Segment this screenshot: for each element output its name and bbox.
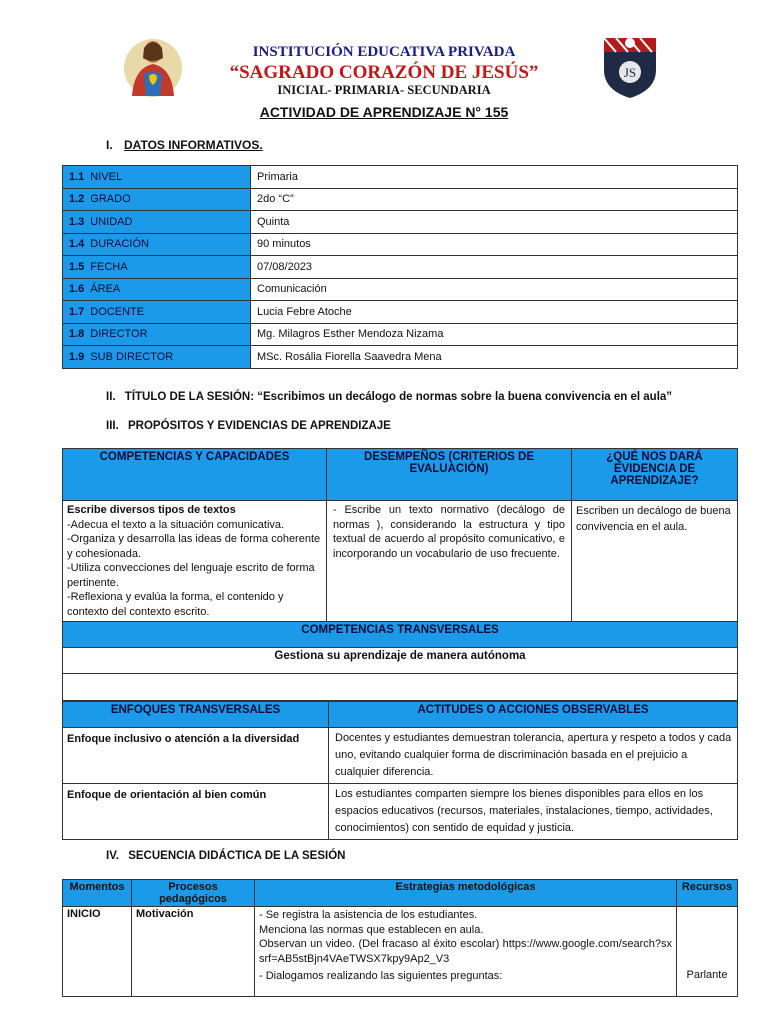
info-label: DOCENTE: [90, 305, 145, 318]
info-number: 1.7: [69, 305, 85, 318]
info-label-cell: [63, 346, 251, 369]
info-value: 07/08/2023: [251, 256, 738, 279]
moment-cell: INICIO: [63, 907, 132, 997]
info-label-cell: [63, 188, 251, 211]
svg-text:JS: JS: [623, 65, 637, 80]
strategy-line: Observan un video. (Del fracaso al éxito escolar) https://www.google.com/search?sxsrf=AB5stBjn4VAeTWSX7kpy9Ap2_V3: [259, 938, 672, 965]
purposes-table: [62, 448, 738, 701]
approach-attitude: Los estudiantes comparten siempre los bienes disponibles para ellos en los espacios educativos (recursos, materiales, instalaciones, tiempo, actividades, conocimientos) con sentido de equidad y justicia.: [329, 784, 738, 840]
section-3-heading: [106, 420, 391, 432]
info-row: [63, 278, 738, 301]
section-3-title: PROPÓSITOS Y EVIDENCIAS DE APRENDIZAJE: [127, 420, 391, 432]
info-number: 1.6: [69, 283, 85, 296]
info-number: 1.3: [69, 215, 85, 228]
competencies-cell: [63, 501, 327, 622]
info-value: Comunicación: [251, 278, 738, 301]
info-row: [63, 323, 738, 346]
info-number: 1.8: [69, 328, 85, 341]
info-value: Mg. Milagros Esther Mendoza Nizama: [251, 323, 738, 346]
competencies-header: COMPETENCIAS Y CAPACIDADES: [63, 449, 327, 501]
info-number: 1.4: [69, 238, 85, 251]
info-label: ÁREA: [90, 283, 121, 296]
activity-title: ACTIVIDAD DE APRENDIZAJE N° 155: [259, 104, 509, 120]
info-row: [63, 233, 738, 256]
process-cell: Motivación: [132, 907, 255, 997]
school-levels: INICIAL- PRIMARIA- SECUNDARIA: [277, 83, 491, 97]
strategy-line: - Se registra la asistencia de los estudiantes.: [259, 909, 478, 921]
approach-name: Enfoque de orientación al bien común: [63, 784, 329, 840]
approach-name: Enfoque inclusivo o atención a la diversidad: [63, 728, 329, 784]
transversal-competency-value: Gestiona su aprendizaje de manera autónoma: [63, 648, 738, 674]
info-label-cell: [63, 278, 251, 301]
info-label-cell: [63, 233, 251, 256]
resource-cell: Parlante: [677, 907, 738, 997]
info-label: DURACIÓN: [90, 238, 149, 251]
info-label: UNIDAD: [90, 215, 133, 228]
approach-attitude: Docentes y estudiantes demuestran tolerancia, apertura y respeto a todos y cada uno, evitando cualquier forma de discriminación basada en el prejuicio a cualquier diferencia.: [329, 728, 738, 784]
section-2-number: II.: [106, 391, 116, 403]
strategy-line: - Dialogamos realizando las siguientes preguntas:: [259, 970, 503, 982]
info-value: Lucia Febre Atoche: [251, 301, 738, 324]
info-row: [63, 256, 738, 279]
section-1-title: DATOS INFORMATIVOS.: [124, 138, 263, 152]
info-label: SUB DIRECTOR: [90, 350, 174, 363]
info-number: 1.9: [69, 350, 85, 363]
capacity-item: -Organiza y desarrolla las ideas de forma coherente y cohesionada.: [67, 533, 321, 560]
attitudes-header: ACTITUDES O ACCIONES OBSERVABLES: [329, 702, 738, 728]
strategies-cell: [255, 907, 677, 997]
institution-title: INSTITUCIÓN EDUCATIVA PRIVADA: [252, 44, 516, 60]
section-1-heading: [106, 138, 263, 152]
strategies-header: Estrategias metodológicas: [255, 880, 677, 907]
info-row: [63, 211, 738, 234]
info-label-cell: [63, 323, 251, 346]
transversal-competencies-header: COMPETENCIAS TRANSVERSALES: [63, 622, 738, 648]
info-table: [62, 165, 738, 369]
info-label: GRADO: [90, 193, 131, 206]
evidence-header: ¿QUÉ NOS DARÁ EVIDENCIA DE APRENDIZAJE?: [572, 449, 738, 501]
info-row: [63, 346, 738, 369]
moments-header: Momentos: [63, 880, 132, 907]
empty-row: [63, 674, 738, 701]
strategy-line: Menciona las normas que establecen en aula.: [259, 923, 484, 936]
info-number: 1.2: [69, 193, 85, 206]
info-value: Quinta: [251, 211, 738, 234]
competence-title: Escribe diversos tipos de textos: [67, 504, 236, 516]
approaches-table: [62, 701, 738, 840]
info-label: DIRECTOR: [90, 328, 148, 341]
evidence-cell: Escriben un decálogo de buena convivencia en el aula.: [572, 501, 738, 622]
info-label-cell: [63, 211, 251, 234]
info-label-cell: [63, 166, 251, 189]
info-value: 90 minutos: [251, 233, 738, 256]
info-label-cell: [63, 301, 251, 324]
session-title: TÍTULO DE LA SESIÓN: “Escribimos un decálogo de normas sobre la buena convivencia en el aula”: [124, 391, 673, 403]
performance-header: DESEMPEÑOS (CRITERIOS DE EVALUACIÓN): [327, 449, 572, 501]
info-value: Primaria: [251, 166, 738, 189]
info-label-cell: [63, 256, 251, 279]
sequence-table: [62, 879, 738, 997]
resources-header: Recursos: [677, 880, 738, 907]
info-row: [63, 188, 738, 211]
capacity-item: -Utiliza convecciones del lenguaje escrito de forma pertinente.: [67, 562, 315, 589]
info-value: 2do “C”: [251, 188, 738, 211]
processes-header: Procesos pedagógicos: [132, 880, 255, 907]
performance-cell: - Escribe un texto normativo (decálogo de normas ), considerando la estructura y tipo textual de acuerdo al propósito comunicativo, e incorporando un vocabulario de uso frecuente.: [327, 501, 572, 622]
info-number: 1.5: [69, 260, 85, 273]
school-name: “SAGRADO CORAZÓN DE JESÚS”: [229, 62, 539, 83]
info-value: MSc. Rosália Fiorella Saavedra Mena: [251, 346, 738, 369]
info-row: [63, 166, 738, 189]
approaches-header: ENFOQUES TRANSVERSALES: [63, 702, 329, 728]
section-4-number: IV.: [106, 850, 120, 862]
section-4-heading: [106, 850, 345, 862]
info-label: FECHA: [90, 260, 128, 273]
section-3-number: III.: [106, 420, 119, 432]
info-label: NIVEL: [90, 170, 123, 183]
capacity-item: -Adecua el texto a la situación comunicativa.: [67, 518, 285, 531]
capacity-item: -Reflexiona y evalúa la forma, el contenido y contexto del contexto escrito.: [67, 591, 284, 618]
section-1-number: I.: [106, 138, 113, 152]
section-2-heading: [106, 391, 672, 403]
section-4-title: SECUENCIA DIDÁCTICA DE LA SESIÓN: [128, 850, 346, 862]
info-number: 1.1: [69, 170, 85, 183]
info-row: [63, 301, 738, 324]
